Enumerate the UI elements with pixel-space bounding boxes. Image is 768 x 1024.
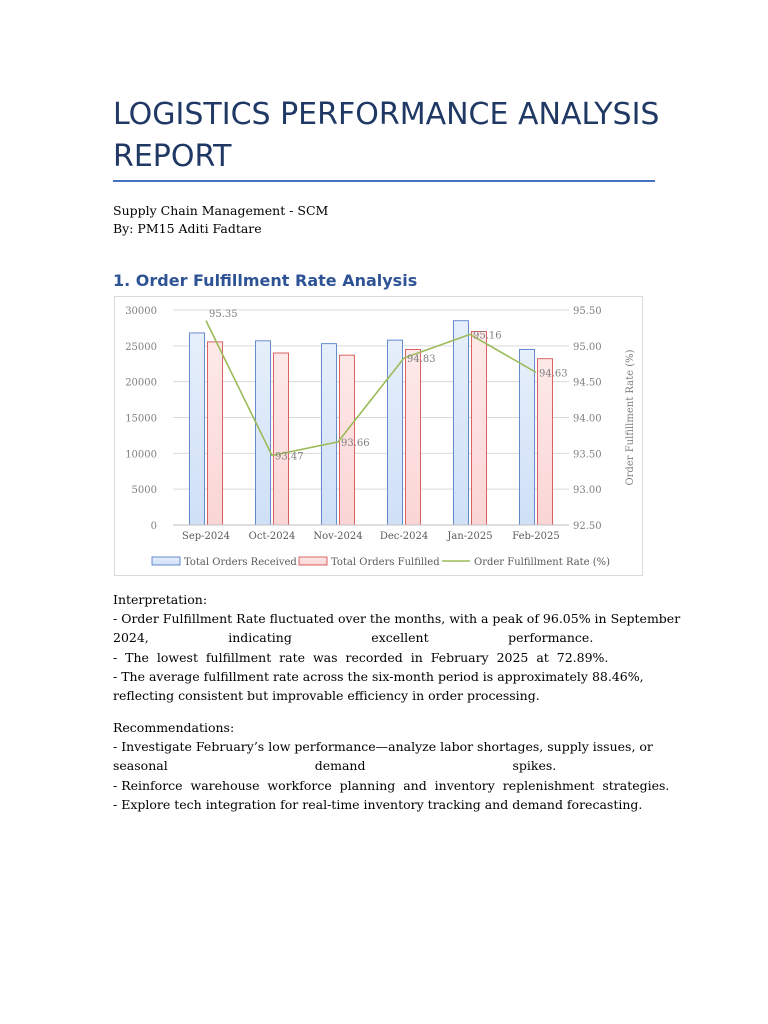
y-right-tick-label: 95.00 xyxy=(573,341,602,353)
y-left-tick-label: 20000 xyxy=(125,377,157,389)
bar-orders-fulfilled xyxy=(472,332,487,526)
y-left-tick-label: 25000 xyxy=(125,341,157,353)
bar-orders-received xyxy=(388,340,403,525)
author-line: By: PM15 Aditi Fadtare xyxy=(113,221,262,236)
legend-swatch-received xyxy=(152,557,180,565)
legend-label-fulfilled: Total Orders Fulfilled xyxy=(331,557,440,568)
rate-data-label: 94.83 xyxy=(407,354,436,366)
bar-orders-fulfilled xyxy=(538,359,553,525)
bar-orders-fulfilled xyxy=(274,353,289,525)
y-right-tick-label: 92.50 xyxy=(573,521,602,532)
x-tick-label: Feb-2025 xyxy=(512,531,560,542)
x-tick-label: Jan-2025 xyxy=(447,531,493,542)
y-right-tick-label: 94.00 xyxy=(573,413,602,425)
interpretation-line: - The average fulfillment rate across the six-month period is approximately 88.46%, xyxy=(113,668,644,684)
x-tick-label: Dec-2024 xyxy=(379,531,429,542)
interpretation-block xyxy=(113,590,681,705)
bar-orders-received xyxy=(322,344,337,525)
section-heading: 1. Order Fulfillment Rate Analysis xyxy=(113,271,418,290)
report-title xyxy=(113,94,673,178)
interpretation-line: - Order Fulfillment Rate fluctuated over the months, with a peak of 96.05% in September xyxy=(113,611,681,627)
interpretation-line: reflecting consistent but improvable efficiency in order processing. xyxy=(113,688,540,704)
legend-label-rate: Order Fulfillment Rate (%) xyxy=(474,557,611,568)
y-left-tick-label: 0 xyxy=(150,521,157,532)
interpretation-label: Interpretation: xyxy=(113,592,208,607)
bar-orders-fulfilled xyxy=(208,342,223,525)
y-left-tick-label: 15000 xyxy=(125,413,157,425)
fulfillment-chart xyxy=(115,297,642,575)
interpretation-line: - The lowest fulfillment rate was recorded in February 2025 at 72.89%. xyxy=(113,649,609,665)
x-tick-label: Nov-2024 xyxy=(313,531,363,542)
y-right-tick-label: 95.50 xyxy=(573,306,602,317)
rate-data-label: 93.66 xyxy=(341,437,370,449)
y-right-tick-label: 94.50 xyxy=(573,377,602,389)
recommendation-line: seasonal demand spikes. xyxy=(113,758,557,774)
rate-data-label: 95.35 xyxy=(209,308,238,320)
recommendations-block xyxy=(113,718,670,814)
course-name: Supply Chain Management - SCM xyxy=(113,203,329,218)
recommendation-line: - Explore tech integration for real-time inventory tracking and demand forecasting. xyxy=(113,796,643,812)
recommendations-label: Recommendations: xyxy=(113,720,235,735)
bar-orders-received xyxy=(454,321,469,525)
rate-data-label: 93.47 xyxy=(275,451,304,463)
y-left-tick-label: 10000 xyxy=(125,449,157,461)
fulfillment-chart-container xyxy=(114,296,643,576)
bar-orders-fulfilled xyxy=(406,349,421,525)
y-left-tick-label: 30000 xyxy=(125,306,157,317)
bar-orders-received xyxy=(190,333,205,525)
x-tick-label: Oct-2024 xyxy=(248,531,296,542)
rate-data-label: 95.16 xyxy=(473,330,502,342)
interpretation-line: 2024, indicating excellent performance. xyxy=(113,630,594,646)
report-title-line-2: REPORT xyxy=(113,139,232,174)
y-right-tick-label: 93.00 xyxy=(573,485,602,497)
legend-label-received: Total Orders Received xyxy=(184,557,297,568)
recommendation-line: - Reinforce warehouse workforce planning and inventory replenishment strategies. xyxy=(113,777,670,793)
report-title-line-1: LOGISTICS PERFORMANCE ANALYSIS xyxy=(113,97,660,132)
title-divider xyxy=(113,180,655,182)
x-tick-label: Sep-2024 xyxy=(182,531,230,542)
bar-orders-received xyxy=(256,341,271,525)
y-right-tick-label: 93.50 xyxy=(573,449,602,461)
rate-data-label: 94.63 xyxy=(539,368,568,380)
bar-orders-received xyxy=(520,349,535,525)
y-right-axis-label: Order Fulfillment Rate (%) xyxy=(625,349,636,486)
legend-swatch-fulfilled xyxy=(299,557,327,565)
y-left-tick-label: 5000 xyxy=(131,485,157,497)
recommendation-line: - Investigate February’s low performance—analyze labor shortages, supply issues, or xyxy=(113,739,653,755)
